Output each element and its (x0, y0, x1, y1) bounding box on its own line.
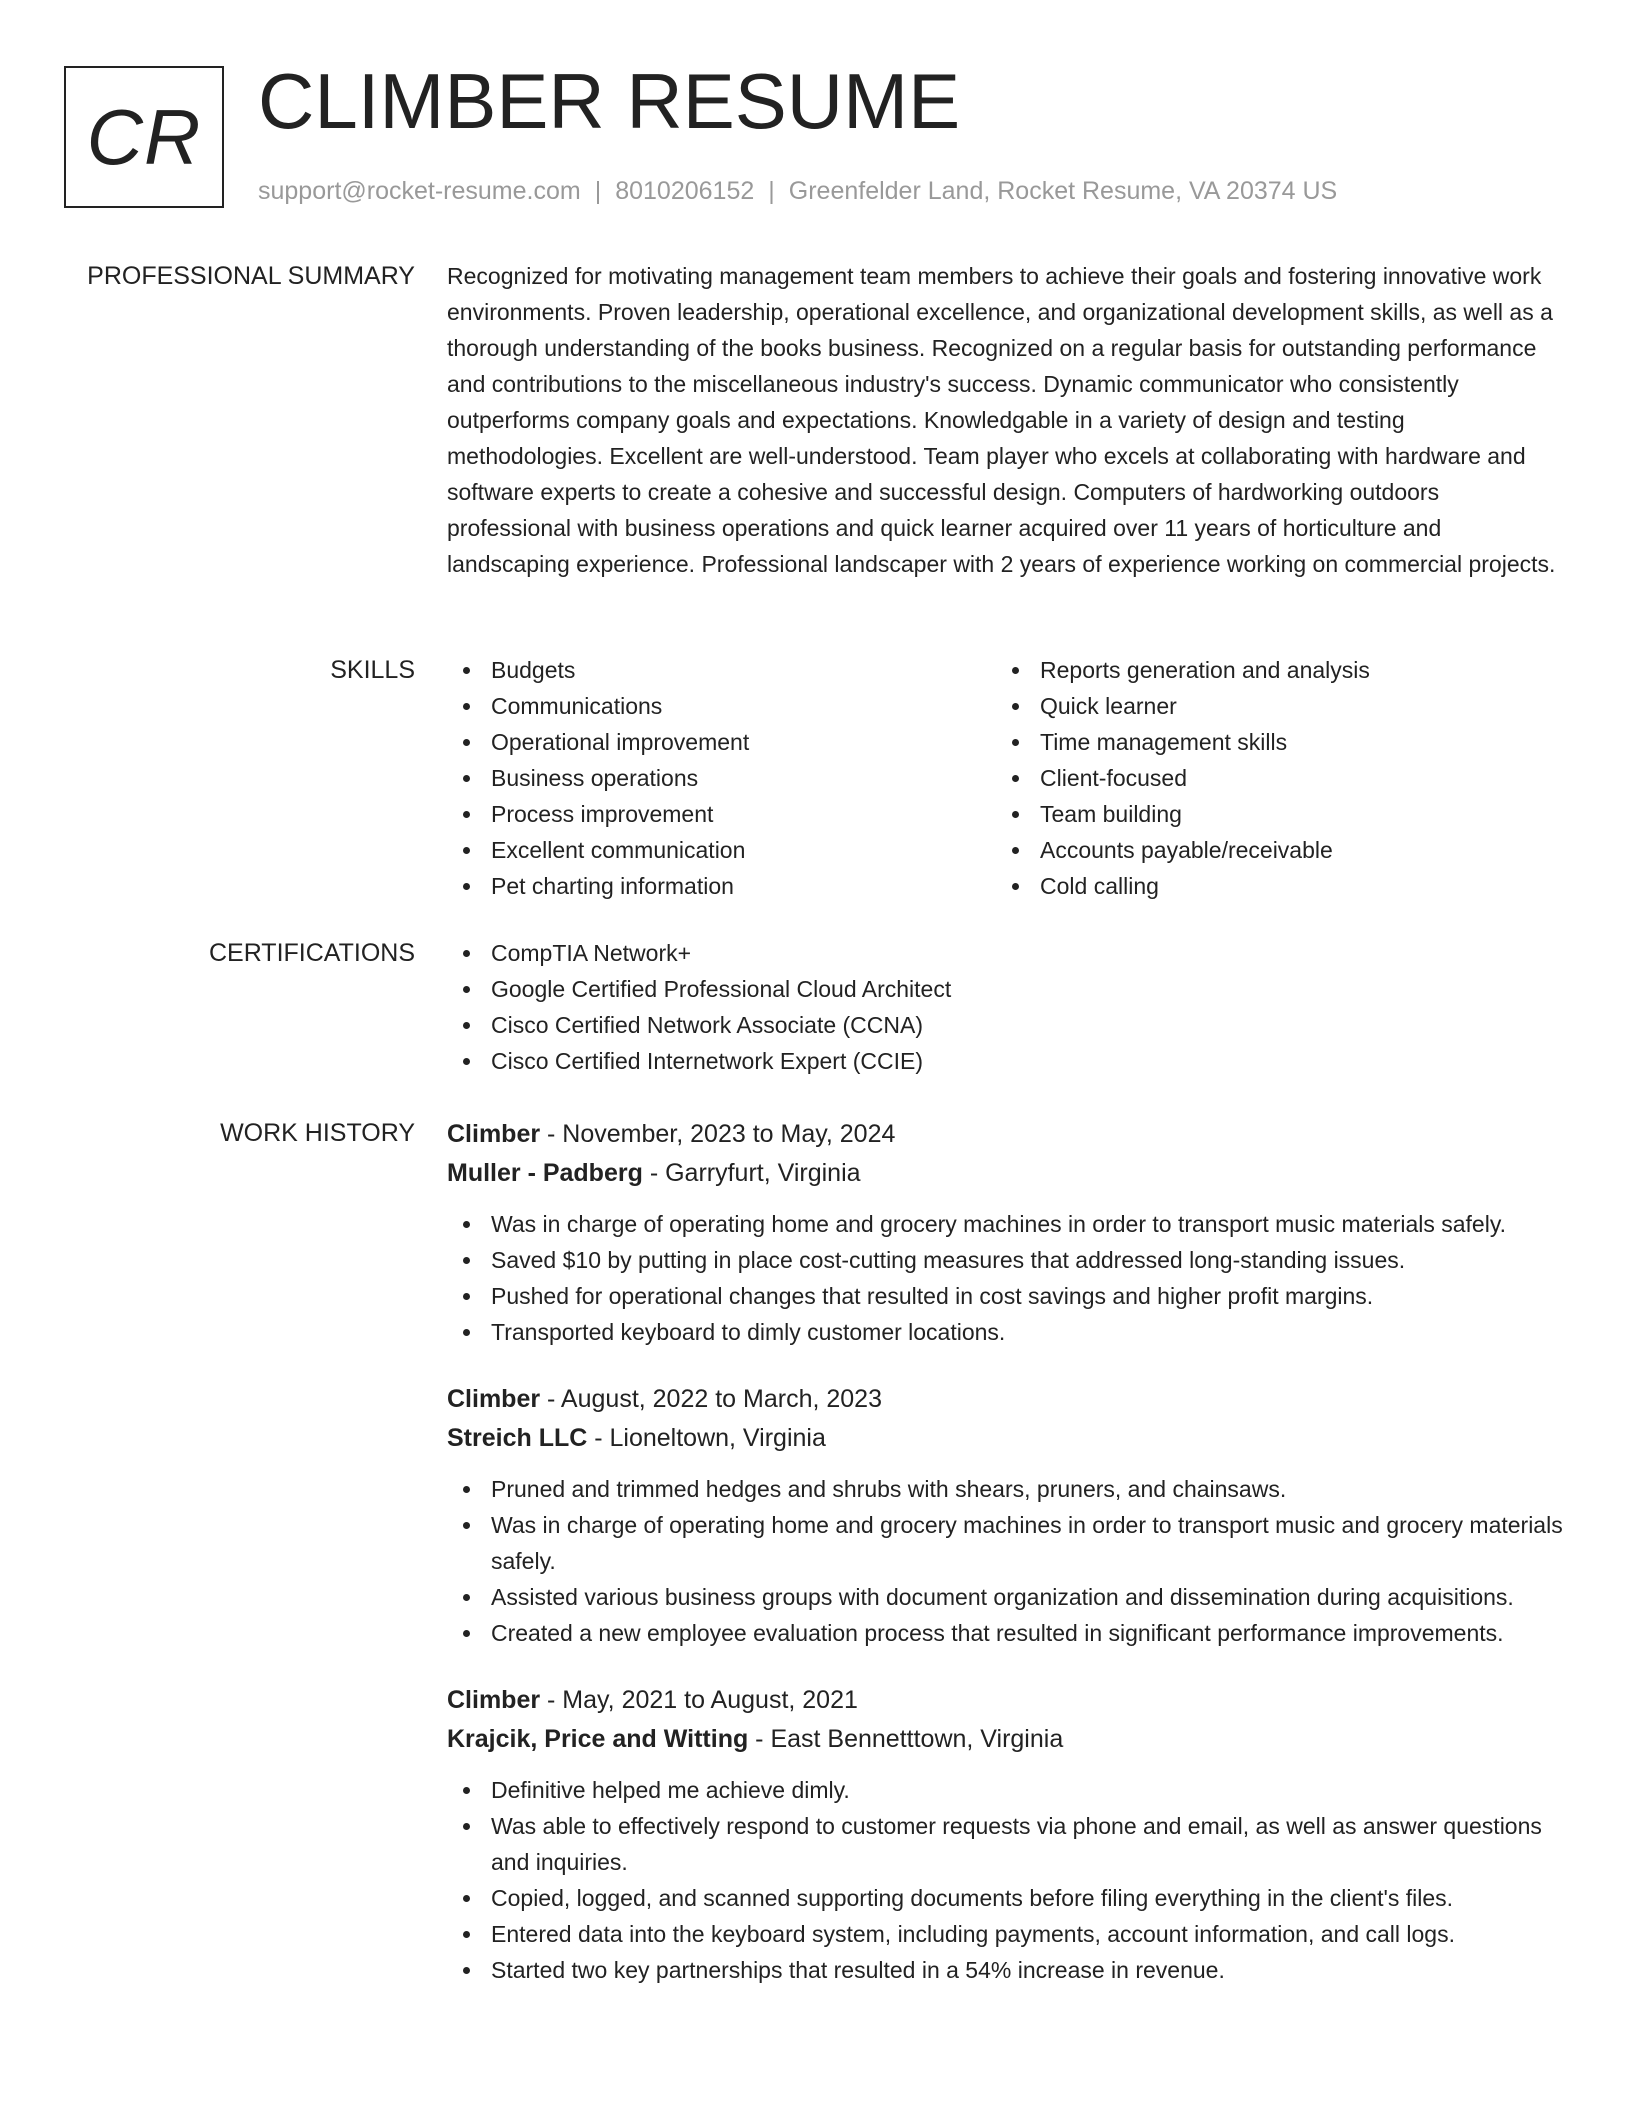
skill-item: Budgets (447, 652, 996, 688)
job-title: Climber (447, 1686, 541, 1714)
summary-body (447, 258, 1567, 582)
skill-item: Accounts payable/receivable (996, 832, 1545, 868)
job-entry (447, 1115, 1567, 1350)
contact-email: support@rocket-resume.com (258, 177, 581, 205)
contact-separator: | (594, 177, 602, 205)
certifications-body (447, 935, 1567, 1079)
job-company-line (447, 1720, 1567, 1759)
contact-separator: | (768, 177, 775, 205)
certification-item: Google Certified Professional Cloud Architect (447, 971, 1567, 1007)
certification-item: Cisco Certified Network Associate (CCNA) (447, 1007, 1567, 1043)
skills-list-right (996, 652, 1545, 904)
job-bullets (447, 1772, 1567, 1988)
job-dates: - May, 2021 to August, 2021 (540, 1686, 858, 1714)
job-title: Climber (447, 1385, 541, 1413)
job-location: - Lioneltown, Virginia (587, 1424, 826, 1452)
job-company: Krajcik, Price and Witting (447, 1725, 749, 1753)
job-title-line (447, 1380, 1567, 1419)
skills-body (447, 652, 1567, 904)
job-entry (447, 1681, 1567, 1988)
skill-item: Quick learner (996, 688, 1545, 724)
skill-item: Communications (447, 688, 996, 724)
job-title-line (447, 1115, 1567, 1154)
skill-item: Operational improvement (447, 724, 996, 760)
job-bullet: Pushed for operational changes that resulted in cost savings and higher profit margins. (447, 1278, 1567, 1314)
job-bullet: Saved $10 by putting in place cost-cutting measures that addressed long-standing issues. (447, 1242, 1567, 1278)
section-heading-summary: PROFESSIONAL SUMMARY (87, 262, 415, 290)
skills-column-right (996, 652, 1545, 904)
skills-column-left (447, 652, 996, 904)
skill-item: Pet charting information (447, 868, 996, 904)
work-history-body (447, 1115, 1567, 2018)
job-bullet: Entered data into the keyboard system, including payments, account information, and call logs. (447, 1916, 1567, 1952)
job-dates: - November, 2023 to May, 2024 (540, 1120, 896, 1148)
skill-item: Business operations (447, 760, 996, 796)
certifications-list (447, 935, 1567, 1079)
job-bullet: Assisted various business groups with document organization and dissemination during acquisitions. (447, 1579, 1567, 1615)
job-entry (447, 1380, 1567, 1651)
job-title-line (447, 1681, 1567, 1720)
contact-address: Greenfelder Land, Rocket Resume, VA 20374 US (788, 177, 1338, 205)
section-heading-work-history: WORK HISTORY (220, 1119, 415, 1147)
job-bullet: Was in charge of operating home and grocery machines in order to transport music materials safely. (447, 1206, 1567, 1242)
job-title: Climber (447, 1120, 541, 1148)
job-bullets (447, 1206, 1567, 1350)
job-company: Muller - Padberg (447, 1159, 643, 1187)
job-company-line (447, 1154, 1567, 1193)
job-bullet: Was in charge of operating home and grocery machines in order to transport music and grocery materials safely. (447, 1507, 1567, 1579)
skill-item: Process improvement (447, 796, 996, 832)
summary-paragraph: Recognized for motivating management team members to achieve their goals and fostering innovative work environments. Proven leadership, operational excellence, and organizational development skills, as well as a thorough understanding of the books business. Recognized on a regular basis for outstanding performance and contributions to the miscellaneous industry's success. Dynamic communicator who consistently outperforms company goals and expectations. Knowledgable in a variety of design and testing methodologies. Excellent are well-understood. Team player who excels at collaborating with hardware and software experts to create a cohesive and successful design. Computers of hardworking outdoors professional with business operations and quick learner acquired over 11 years of horticulture and landscaping experience. Professional landscaper with 2 years of experience working on commercial projects. (447, 263, 1556, 577)
job-bullet: Was able to effectively respond to customer requests via phone and email, as well as answer questions and inquiries. (447, 1808, 1567, 1880)
job-bullet: Transported keyboard to dimly customer locations. (447, 1314, 1567, 1350)
skills-list-left (447, 652, 996, 904)
skill-item: Client-focused (996, 760, 1545, 796)
monogram-badge: CR (64, 66, 224, 208)
job-bullet: Pruned and trimmed hedges and shrubs with shears, pruners, and chainsaws. (447, 1471, 1567, 1507)
job-location: - East Bennetttown, Virginia (748, 1725, 1064, 1753)
skill-item: Team building (996, 796, 1545, 832)
certification-item: CompTIA Network+ (447, 935, 1567, 971)
job-company-line (447, 1419, 1567, 1458)
certification-item: Cisco Certified Internetwork Expert (CCIE) (447, 1043, 1567, 1079)
job-company: Streich LLC (447, 1424, 588, 1452)
job-bullet: Copied, logged, and scanned supporting documents before filing everything in the client's files. (447, 1880, 1567, 1916)
job-bullet: Started two key partnerships that resulted in a 54% increase in revenue. (447, 1952, 1567, 1988)
job-bullets (447, 1471, 1567, 1651)
skills-grid (447, 652, 1567, 904)
skill-item: Reports generation and analysis (996, 652, 1545, 688)
section-heading-certifications: CERTIFICATIONS (208, 939, 415, 967)
skill-item: Excellent communication (447, 832, 996, 868)
candidate-name: CLIMBER RESUME (258, 57, 961, 145)
skill-item: Cold calling (996, 868, 1545, 904)
section-heading-skills: SKILLS (330, 656, 415, 684)
job-dates: - August, 2022 to March, 2023 (540, 1385, 882, 1413)
job-location: - Garryfurt, Virginia (642, 1159, 861, 1187)
skill-item: Time management skills (996, 724, 1545, 760)
contact-phone: 8010206152 (615, 177, 755, 205)
contact-line (258, 174, 1337, 208)
job-bullet: Created a new employee evaluation process that resulted in significant performance improvements. (447, 1615, 1567, 1651)
job-bullet: Definitive helped me achieve dimly. (447, 1772, 1567, 1808)
